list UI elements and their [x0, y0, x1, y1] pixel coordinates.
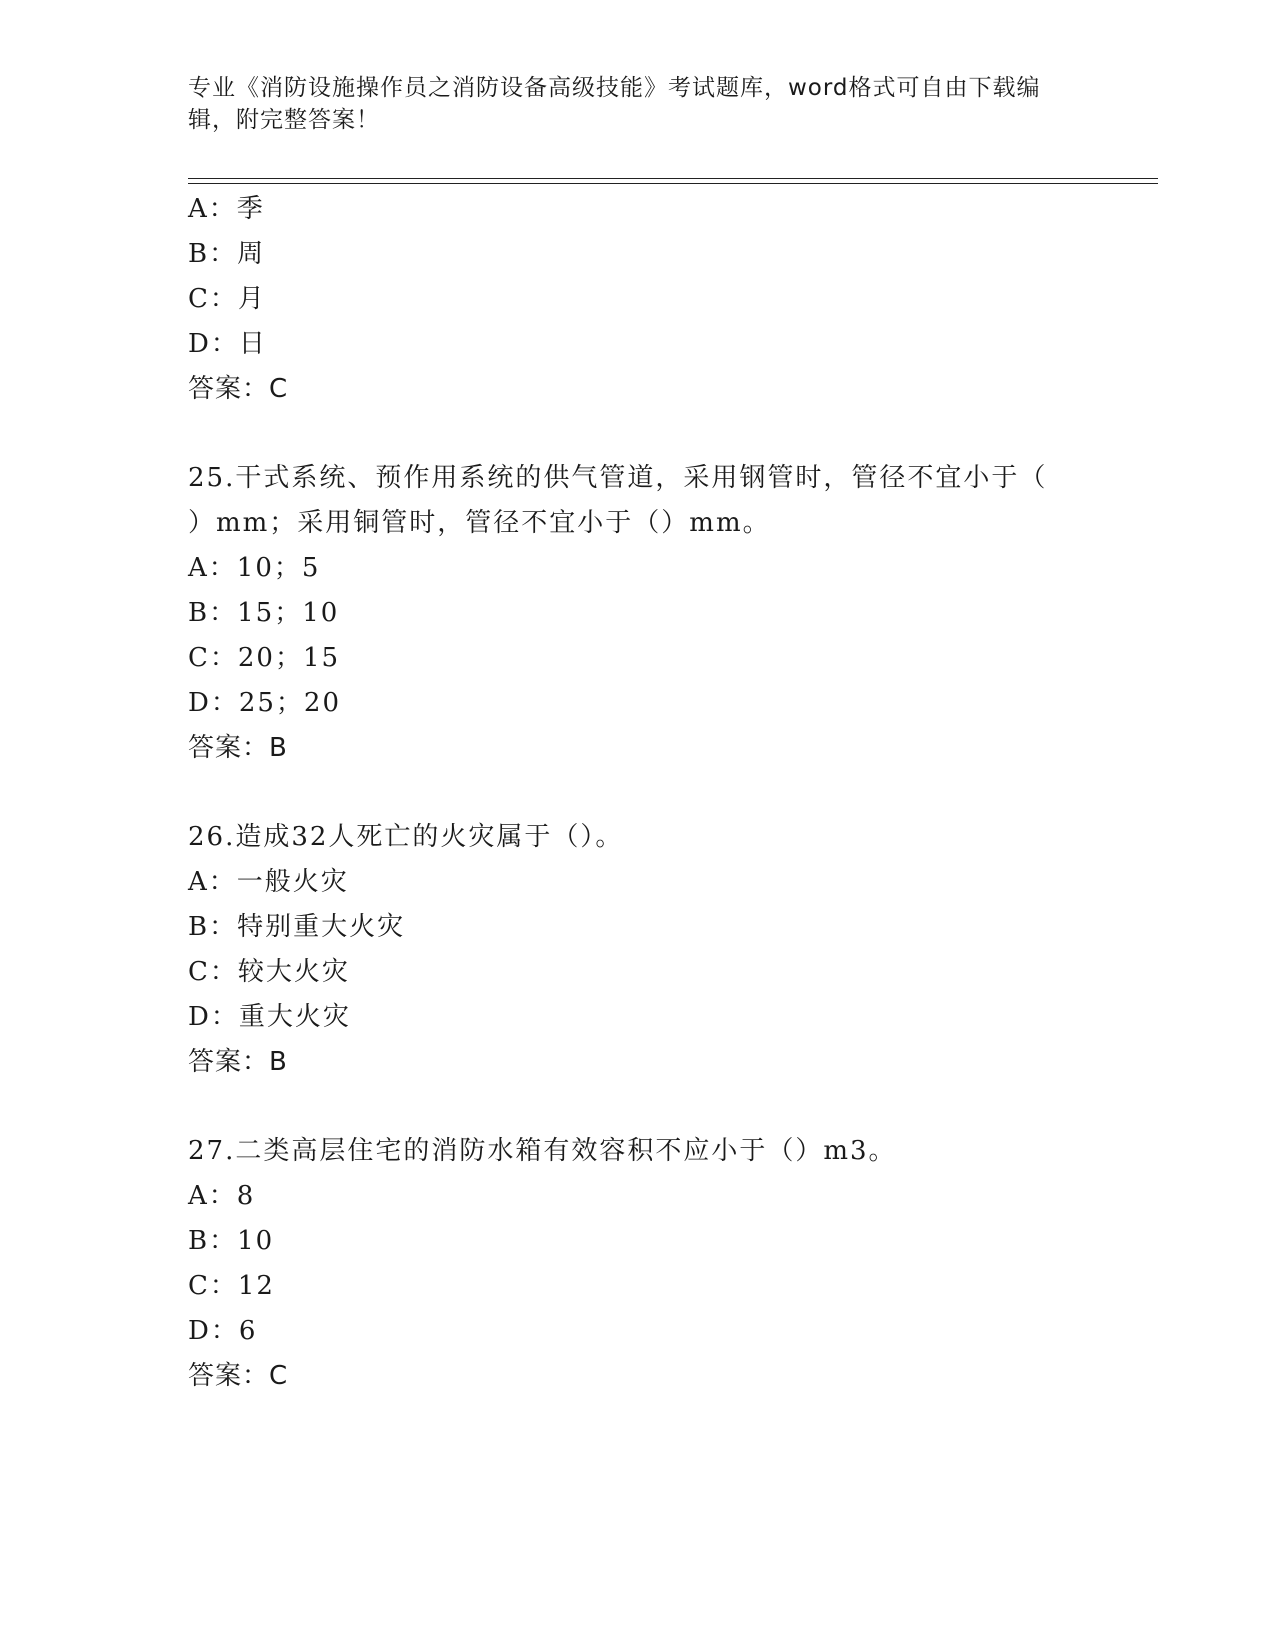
option-c: C：20；15 — [188, 643, 341, 673]
option-d: D：25；20 — [188, 688, 342, 718]
document-header — [188, 72, 1068, 136]
option-b: B：特别重大火灾 — [188, 912, 406, 942]
option-a: A：一般火灾 — [188, 867, 349, 897]
option-a: A：8 — [188, 1181, 256, 1211]
header-line-1: 专业《消防设施操作员之消防设备高级技能》考试题库，word格式可自由下载编 — [188, 75, 1041, 101]
option-a: A：季 — [188, 194, 265, 224]
answer-label: 答案：B — [188, 1047, 288, 1077]
option-c: C：月 — [188, 284, 266, 314]
option-d: D：日 — [188, 329, 267, 359]
option-c: C：较大火灾 — [188, 957, 350, 987]
option-d: D：重大火灾 — [188, 1002, 351, 1032]
answer-label: 答案：B — [188, 733, 288, 763]
header-divider-bottom — [188, 183, 1158, 184]
question-text: 26.造成32人死亡的火灾属于（）。 — [188, 822, 624, 852]
option-b: B：周 — [188, 239, 266, 269]
question-text: 27.二类高层住宅的消防水箱有效容积不应小于（）m3。 — [188, 1136, 897, 1166]
option-c: C：12 — [188, 1271, 275, 1301]
header-line-2: 辑，附完整答案！ — [188, 107, 380, 133]
question-text: 25.干式系统、预作用系统的供气管道，采用钢管时，管径不宜小于（ — [188, 463, 1048, 493]
option-b: B：15；10 — [188, 598, 340, 628]
question-text-continued: ）mm；采用铜管时，管径不宜小于（）mm。 — [188, 508, 771, 538]
answer-label: 答案：C — [188, 374, 289, 404]
option-d: D：6 — [188, 1316, 258, 1346]
option-a: A：10；5 — [188, 553, 321, 583]
option-b: B：10 — [188, 1226, 275, 1256]
header-divider-top — [188, 178, 1158, 179]
answer-label: 答案：C — [188, 1361, 289, 1391]
